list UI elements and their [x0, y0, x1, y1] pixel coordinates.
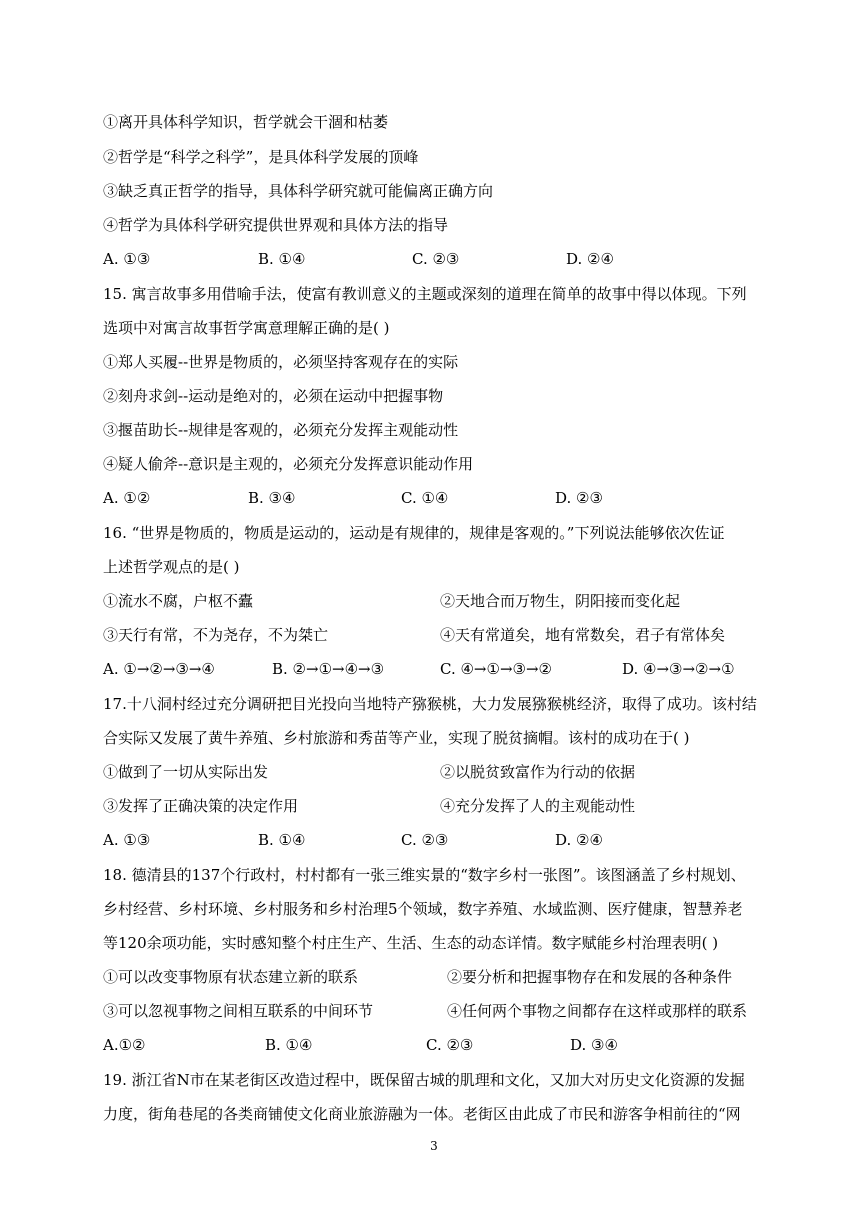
- q18-option-b: B. ①④: [265, 1036, 313, 1054]
- q14-statement-4: ④哲学为具体科学研究提供世界观和具体方法的指导: [103, 216, 449, 234]
- q15-option-c: C. ①④: [401, 489, 449, 507]
- q17-statement-3: ③发挥了正确决策的决定作用: [103, 797, 299, 815]
- q15-option-d: D. ②③: [555, 489, 603, 507]
- q15-stem-line-1: 15. 寓言故事多用借喻手法，使富有教训意义的主题或深刻的道理在简单的故事中得以体现。下列: [103, 285, 747, 303]
- q17-stem-line-1: 17.十八洞村经过充分调研把目光投向当地特产猕猴桃，大力发展猕猴桃经济，取得了成功。该村结: [103, 695, 757, 713]
- q17-statement-1: ①做到了一切从实际出发: [103, 763, 269, 781]
- q14-option-d: D. ②④: [566, 250, 614, 268]
- q14-statement-1: ①离开具体科学知识，哲学就会干涸和枯萎: [103, 113, 389, 131]
- q15-option-a: A. ①②: [103, 489, 151, 507]
- q18-stem-line-1: 18. 德清县的137个行政村，村村都有一张三维实景的“数字乡村一张图”。该图涵盖了乡村规划、: [103, 866, 746, 884]
- page-number: 3: [430, 1139, 438, 1153]
- q19-stem-line-2: 力度，街角巷尾的各类商铺使文化商业旅游融为一体。老街区由此成了市民和游客争相前往的“网: [103, 1105, 741, 1123]
- q17-stem-line-2: 合实际又发展了黄牛养殖、乡村旅游和秀苗等产业，实现了脱贫摘帽。该村的成功在于( ): [103, 729, 690, 747]
- q18-statement-1: ①可以改变事物原有状态建立新的联系: [103, 968, 359, 986]
- q16-statement-4: ④天有常道矣，地有常数矣，君子有常体矣: [440, 626, 726, 644]
- q15-stem-line-2: 选项中对寓言故事哲学寓意理解正确的是( ): [103, 319, 390, 337]
- q15-option-b: B. ③④: [248, 489, 296, 507]
- q14-option-a: A. ①③: [103, 250, 151, 268]
- q16-stem-line-2: 上述哲学观点的是( ): [103, 558, 240, 576]
- q15-statement-4: ④疑人偷斧--意识是主观的，必须充分发挥意识能动作用: [103, 455, 474, 473]
- q16-stem-line-1: 16. “世界是物质的，物质是运动的，运动是有规律的，规律是客观的。”下列说法能够依次佐证: [103, 524, 725, 542]
- q16-statement-2: ②天地合而万物生，阴阳接而变化起: [440, 592, 681, 610]
- q15-statement-2: ②刻舟求剑--运动是绝对的，必须在运动中把握事物: [103, 387, 444, 405]
- q17-option-b: B. ①④: [258, 831, 306, 849]
- q15-statement-3: ③揠苗助长--规律是客观的，必须充分发挥主观能动性: [103, 421, 459, 439]
- q14-option-b: B. ①④: [258, 250, 306, 268]
- q18-stem-line-3: 等120余项功能，实时感知整个村庄生产、生活、生态的动态详情。数字赋能乡村治理表明( ): [103, 934, 719, 952]
- q18-statement-4: ④任何两个事物之间都存在这样或那样的联系: [447, 1002, 748, 1020]
- q16-option-b: B. ②→①→④→③: [272, 660, 385, 678]
- q16-statement-1: ①流水不腐，户枢不蠹: [103, 592, 254, 610]
- q16-statement-3: ③天行有常，不为尧存，不为桀亡: [103, 626, 329, 644]
- q17-option-a: A. ①③: [103, 831, 151, 849]
- q18-statement-3: ③可以忽视事物之间相互联系的中间环节: [103, 1002, 374, 1020]
- q14-statement-2: ②哲学是“科学之科学”，是具体科学发展的顶峰: [103, 148, 419, 166]
- q16-option-d: D. ④→③→②→①: [622, 660, 735, 678]
- q14-option-c: C. ②③: [412, 250, 460, 268]
- q16-option-a: A. ①→②→③→④: [103, 660, 215, 678]
- q16-option-c: C. ④→①→③→②: [440, 660, 552, 678]
- q18-option-d: D. ③④: [570, 1036, 618, 1054]
- q18-option-a: A.①②: [103, 1036, 146, 1054]
- q17-statement-4: ④充分发挥了人的主观能动性: [440, 797, 636, 815]
- q15-statement-1: ①郑人买履--世界是物质的，必须坚持客观存在的实际: [103, 353, 459, 371]
- q18-stem-line-2: 乡村经营、乡村环境、乡村服务和乡村治理5个领域，数字养殖、水域监测、医疗健康，智慧养老: [103, 900, 743, 918]
- q17-statement-2: ②以脱贫致富作为行动的依据: [440, 763, 636, 781]
- q14-statement-3: ③缺乏真正哲学的指导，具体科学研究就可能偏离正确方向: [103, 182, 494, 200]
- q17-option-d: D. ②④: [555, 831, 603, 849]
- q17-option-c: C. ②③: [401, 831, 449, 849]
- q19-stem-line-1: 19. 浙江省N市在某老街区改造过程中，既保留古城的肌理和文化，又加大对历史文化资源的发掘: [103, 1071, 745, 1089]
- q18-statement-2: ②要分析和把握事物存在和发展的各种条件: [447, 968, 733, 986]
- q18-option-c: C. ②③: [426, 1036, 474, 1054]
